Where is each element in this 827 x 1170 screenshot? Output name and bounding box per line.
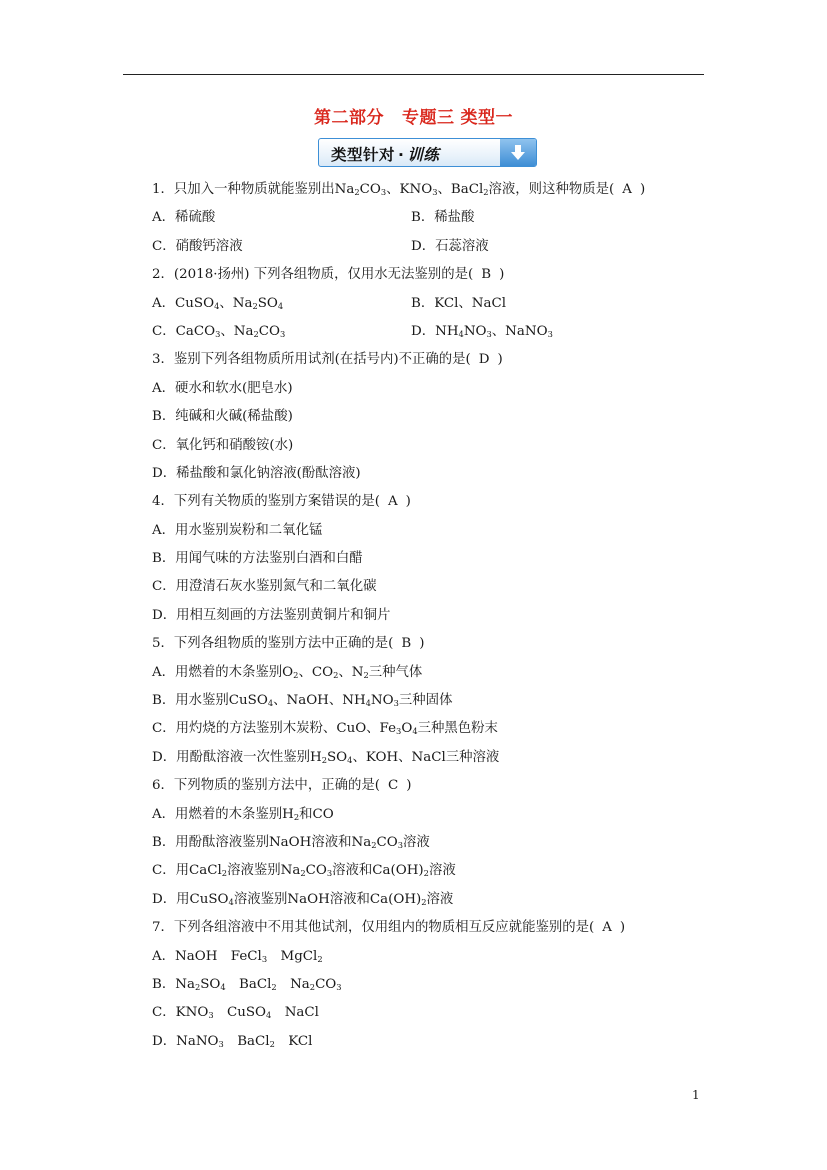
question-list [152,176,712,1056]
question-6-stem: 6．下列物质的鉴别方法中，正确的是( C ) [152,772,712,800]
section-banner [318,138,537,167]
page-number: 1 [692,1088,700,1102]
option-b: B．$Na_2SO_4$ BaCl$_2$ $Na_2CO_3$ [152,976,342,992]
answer-6: C [388,778,399,794]
question-1-options-ab [152,204,712,232]
question-3-stem: 3．鉴别下列各组物质所用试剂(在括号内)不正确的是( D ) [152,346,712,374]
option-a: A．用水鉴别炭粉和二氧化锰 [152,522,323,538]
option-c: C．氧化钙和硝酸铵(水) [152,437,294,453]
question-2-options-ab [152,290,712,318]
option-b: B．纯碱和火碱(稀盐酸) [152,409,293,425]
question-4-stem: 4．下列有关物质的鉴别方案错误的是( A ) [152,488,712,516]
question-5-stem: 5．下列各组物质的鉴别方法中正确的是( B ) [152,630,712,658]
download-arrow-icon [500,139,536,166]
banner-label-main: 类型针对 [331,146,396,164]
question-1-options-cd [152,233,712,261]
answer-5: B [401,636,412,652]
banner-label [331,143,439,165]
banner-label-sub: 训练 [407,146,440,164]
title-topic: 专题三 [402,108,455,128]
option-b: B．用酚酞溶液鉴别NaOH溶液和$Na_2CO_3$溶液 [152,834,430,851]
answer-3: D [478,352,490,368]
answer-1: A [622,182,632,197]
option-d: D．用CuSO$_4$溶液鉴别NaOH溶液和$Ca(OH)_2$溶液 [152,891,454,907]
title-part: 第二部分 [314,108,384,128]
question-7-stem: 7．下列各组溶液中不用其他试剂，仅用组内的物质相互反应就能鉴别的是( A ) [152,914,712,942]
option-c: C．用CaCl$_2$溶液鉴别$Na_2CO_3$溶液和$Ca(OH)_2$溶液 [152,863,456,879]
option-d: D．用酚酞溶液一次性鉴别$H_2SO_4$、KOH、NaCl三种溶液 [152,749,500,765]
option-a: A．NaOH FeCl$_3$ MgCl$_2$ [152,948,323,964]
question-1-stem: 1．只加入一种物质就能鉴别出$Na_2CO_3$、$KNO_3$、BaCl$_2$溶液，则这种物质是( A ) [152,176,712,204]
option-a: A．用燃着的木条鉴别$O_2$、$CO_2$、$N_2$三种气体 [152,664,423,680]
option-c: C．硝酸钙溶液 [152,238,243,254]
answer-4: A [388,494,398,510]
page-title [0,103,827,128]
option-d: D．石蕊溶液 [411,238,489,254]
option-b: B．用闻气味的方法鉴别白酒和白醋 [152,551,363,567]
question-2-stem: 2．(2018·扬州) 下列各组物质，仅用水无法鉴别的是( B ) [152,261,712,289]
option-a: A．硬水和软水(肥皂水) [152,380,293,396]
option-d: D．稀盐酸和氯化钠溶液(酚酞溶液) [152,465,361,481]
option-d: D．NaNO$_3$ BaCl$_2$ KCl [152,1033,313,1049]
option-b: B．KCl、NaCl [411,295,507,311]
option-d: D．$NH_4NO_3$、NaNO$_3$ [411,323,553,340]
title-type: 类型一 [460,108,513,128]
banner-dot: · [398,146,405,164]
option-a: A．稀硫酸 [152,210,216,226]
header-rule [123,74,704,75]
option-b: B．用水鉴别CuSO$_4$、NaOH、$NH_4NO_3$三种固体 [152,693,453,709]
question-2-options-cd [152,318,712,346]
option-c: C．$KNO_3$ CuSO$_4$ NaCl [152,1005,319,1021]
option-d: D．用相互刻画的方法鉴别黄铜片和铜片 [152,607,391,623]
option-a: A．用燃着的木条鉴别$H_2$和CO [152,806,334,822]
answer-2: B [481,267,492,283]
option-c: C．用澄清石灰水鉴别氮气和二氧化碳 [152,579,377,595]
option-b: B．稀盐酸 [411,210,475,226]
option-c: C．CaCO$_3$、$Na_2CO_3$ [152,323,286,340]
option-a: A．CuSO$_4$、$Na_2SO_4$ [152,295,284,311]
answer-7: A [602,920,612,936]
option-c: C．用灼烧的方法鉴别木炭粉、CuO、$Fe_3O_4$三种黑色粉末 [152,721,498,737]
